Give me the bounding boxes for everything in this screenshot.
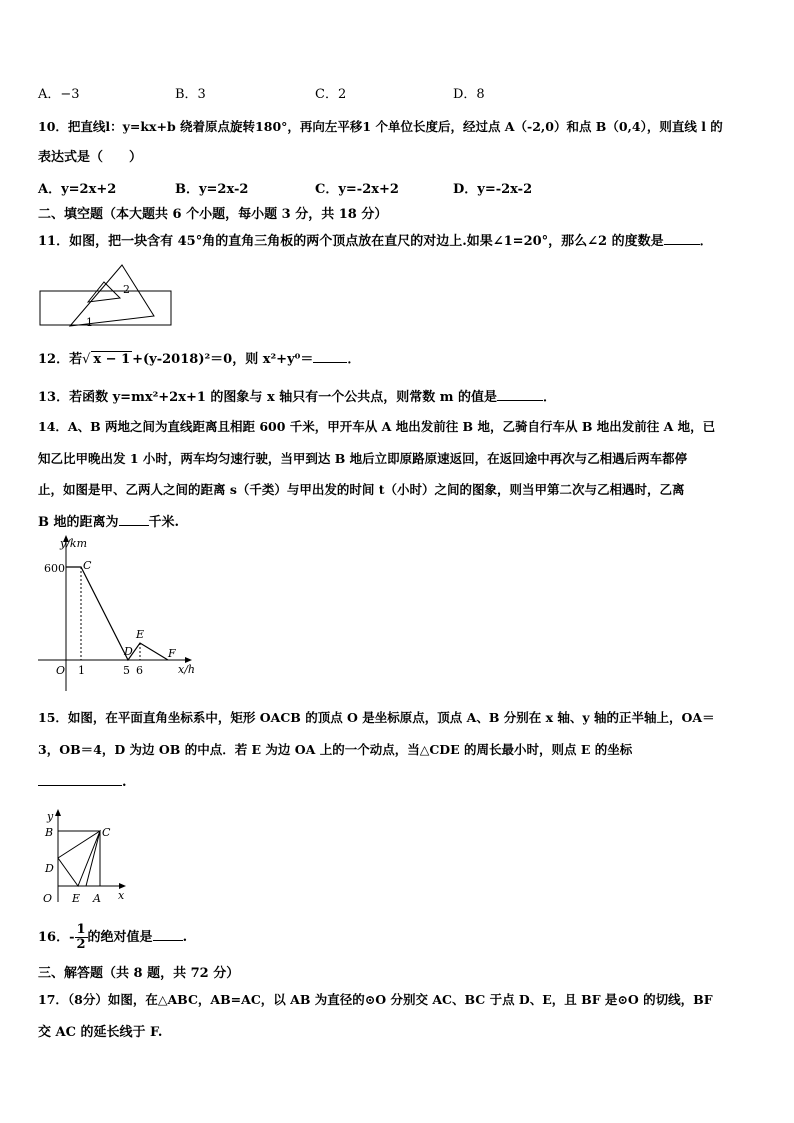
- point-d-label: D: [45, 862, 54, 875]
- origin-label: O: [43, 892, 53, 905]
- q16-denominator: 2: [76, 937, 86, 952]
- q10-line2: 表达式是（ ）: [38, 150, 143, 165]
- tick-6: 6: [136, 664, 143, 677]
- q9-option-a: A．−3: [38, 87, 80, 102]
- q14-graph: [38, 533, 208, 693]
- q15-tail: .: [122, 775, 127, 790]
- q13-tail: ．: [543, 390, 557, 405]
- q14-line1: 14．A、B 两地之间为直线距离且相距 600 千米，甲开车从 A 地出发前往 B 地，乙骑自行车从 B 地出发前往 A 地，已: [38, 419, 716, 434]
- q16-text: [38, 923, 187, 952]
- q10-option-d: D．y=-2x-2: [453, 182, 533, 197]
- q10-line1: 10．把直线l：y=kx+b 绕着原点旋转180°，再向左平移1 个单位长度后，经过点 A（-2,0）和点 B（0,4），则直线 l 的: [38, 119, 723, 134]
- section-3-heading: 三、解答题（共 8 题，共 72 分）: [38, 966, 240, 981]
- point-c-label: C: [83, 559, 92, 572]
- q16-prefix: 16．-: [38, 930, 75, 945]
- q12-answer-blank: [313, 350, 347, 363]
- q12-tail: ．: [347, 352, 361, 367]
- q14-answer-blank: [119, 513, 149, 526]
- q15-line1: 15．如图，在平面直角坐标系中，矩形 OACB 的顶点 O 是坐标原点，顶点 A、B 分别在 x 轴、y 轴的正半轴上，OA＝: [38, 710, 715, 725]
- q16-answer-blank: [153, 928, 183, 941]
- triangle-cde: [58, 831, 100, 886]
- q17-line2: 交 AC 的延长线于 F.: [38, 1025, 163, 1040]
- q16-fraction: [75, 923, 88, 952]
- y-axis-label: y/km: [60, 537, 88, 550]
- angle-1-label: 1: [86, 316, 93, 329]
- q11-tail: ．: [699, 234, 713, 249]
- q15-line2: 3，OB＝4，D 为边 OB 的中点．若 E 为边 OA 上的一个动点，当△CDE 的周长最小时，则点 E 的坐标: [38, 742, 633, 757]
- set-square-outer: [70, 265, 154, 326]
- q15-figure: [40, 806, 135, 906]
- ruler: [40, 291, 171, 325]
- point-f-label: F: [168, 647, 176, 660]
- q10-option-a: A．y=2x+2: [38, 182, 117, 197]
- q15-answer-blank: [38, 773, 122, 786]
- axis-y-label: y: [47, 810, 54, 823]
- section-2-heading: 二、填空题（本大题共 6 个小题，每小题 3 分，共 18 分）: [38, 207, 388, 222]
- q16-numerator: 1: [76, 922, 86, 937]
- label-600: 600: [44, 562, 65, 575]
- q12-radicand: x − 1: [93, 352, 131, 367]
- q9-option-c: C．2: [315, 87, 347, 102]
- q9-option-d: D．8: [453, 87, 485, 102]
- q12-expression: +(y-2018)²＝0，则 x²+y⁰＝: [132, 352, 314, 367]
- q13-question: 13．若函数 y=mx²+2x+1 的图象与 x 轴只有一个公共点，则常数 m 的值是: [38, 390, 498, 405]
- q12-prefix: 12．若: [38, 352, 83, 367]
- tick-5: 5: [123, 664, 130, 677]
- q17-line1: 17．（8分）如图，在△ABC，AB=AC，以 AB 为直径的⊙O 分别交 AC、BC 于点 D、E，且 BF 是⊙O 的切线，BF: [38, 992, 713, 1007]
- q14-line3: 止，如图是甲、乙两人之间的距离 s（千类）与甲出发的时间 t（小时）之间的图象，则当甲第二次与乙相遇时，乙离: [38, 482, 685, 497]
- angle-2-label: 2: [123, 283, 130, 296]
- q10-option-c: C．y=-2x+2: [315, 182, 399, 197]
- q11-answer-blank: [664, 232, 700, 245]
- q13-answer-blank: [497, 388, 543, 401]
- q9-option-b: B．3: [175, 87, 206, 102]
- q14-line4: [38, 511, 179, 530]
- q16-tail: .: [182, 930, 188, 945]
- q15-line3: [38, 773, 127, 790]
- q13-text: [38, 386, 556, 405]
- x-axis-label: x/h: [178, 663, 195, 676]
- point-d-label: D: [124, 645, 133, 658]
- y-axis-arrow: [55, 809, 61, 816]
- point-e-label: E: [72, 892, 81, 905]
- point-b-label: B: [45, 826, 54, 839]
- q14-line2: 知乙比甲晚出发 1 小时，两车均匀速行驶，当甲到达 B 地后立即原路原速返回，在返回途中再次与乙相遇后两车都停: [38, 451, 688, 466]
- point-e-label: E: [136, 628, 145, 641]
- rectangle-oacb: [58, 831, 100, 886]
- point-a-label: A: [93, 892, 101, 905]
- q11-figure: [36, 260, 176, 332]
- q14-unit: 千米.: [148, 515, 180, 530]
- segment-c-a: [86, 831, 100, 886]
- q11-text: [38, 230, 713, 249]
- q16-question: 的绝对值是: [87, 930, 153, 945]
- tick-1: 1: [78, 664, 85, 677]
- origin-label: O: [56, 664, 66, 677]
- q14-line4-text: B 地的距离为: [38, 515, 119, 530]
- axis-x-label: x: [118, 889, 125, 902]
- q10-option-b: B．y=2x-2: [175, 182, 249, 197]
- q12-text: 12．若√ x − 1 +(y-2018)²＝0，则 x²+y⁰＝ ．: [38, 352, 361, 367]
- q11-question: 11．如图，把一块含有 45°角的直角三角板的两个顶点放在直尺的对边上.如果∠1=20°，那么∠2 的度数是: [38, 234, 664, 249]
- point-c-label: C: [102, 826, 111, 839]
